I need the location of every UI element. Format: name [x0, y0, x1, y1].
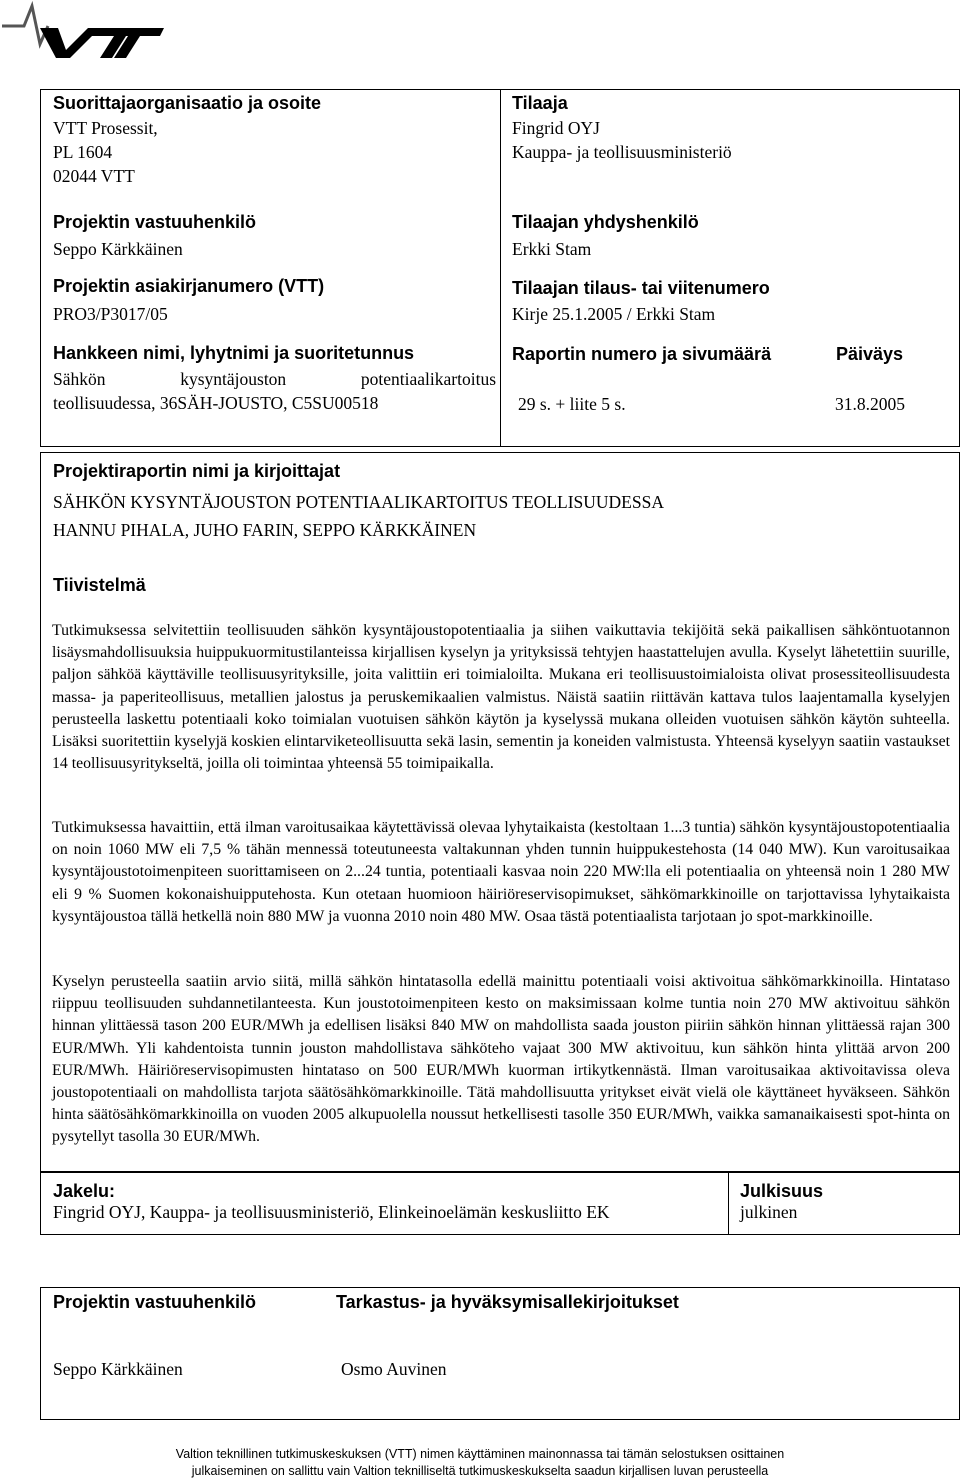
signature-responsible-heading: Projektin vastuuhenkilö	[53, 1292, 257, 1312]
order-heading: Tilaajan tilaus- tai viitenumero	[512, 278, 770, 298]
signature-approver-name: Osmo Auvinen	[341, 1359, 447, 1379]
contact-name: Erkki Stam	[512, 239, 592, 259]
footer-line-2: julkaiseminen on sallittu vain Valtion teknilliseltä tutkimuskeskukselta saadun kirjallisen luvan perusteella	[191, 1464, 769, 1478]
abstract-paragraph-1: Tutkimuksessa selvitettiin teollisuuden sähkön kysyntäjoustopotentiaalia ja siihen vaikuttavia tekijöitä sekä paikallisen sähköntuotannon lisäysmahdollisuuksia huippukuormitustilanteissa kirjallisen kyselyn ja yrityksissä tehtyjen haastattelujen avulla. Kyselyt lähetettiin suurille, paljon sähköä käyttäville teollisuusyrityksille, joita valittiin eri toimialoilta. Mukana eri teollisuustoimialoista olivat prosessiteollisuudesta massa- ja paperiteollisuus, metallien jalostus ja peruskemikaalien valmistus. Näistä saatiin riittävän kattava tulos laajentamalla kyselyjen perusteella laskettu potentiaali koko toimialan vuotuisen sähkön käytön ja kyselyssä mukana olleiden vuotuisen sähkön käytön suhteella. Lisäksi suoritettiin kyselyjä koskien elintarviketeollisuutta sekä lasin, sementin ja koneiden valmistusta. Yhteensä kyselyyn saatiin vastaukset 14 teollisuusyritykseltä, joilla oli toimintaa yhteensä 55 toimipaikalla.	[52, 622, 950, 773]
footer-line-1: Valtion teknillinen tutkimuskeskuksen (VTT) nimen käyttäminen mainonnassa tai tämän selostuksen osittainen	[175, 1447, 785, 1461]
signature-approval-heading: Tarkastus- ja hyväksymisallekirjoitukset	[336, 1292, 679, 1312]
distribution-heading: Jakelu:	[53, 1181, 116, 1201]
docnum-value: PRO3/P3017/05	[53, 304, 168, 324]
report-title: SÄHKÖN KYSYNTÄJOUSTON POTENTIAALIKARTOITUS TEOLLISUUDESSA	[53, 492, 664, 512]
publicity-heading: Julkisuus	[740, 1181, 824, 1201]
contact-heading: Tilaajan yhdyshenkilö	[512, 212, 699, 232]
date-heading: Päiväys	[836, 344, 904, 364]
project-line-1: Sähkön kysyntäjouston potentiaalikartoitus	[53, 369, 496, 389]
vtt-logo-graphic	[0, 0, 170, 62]
abstract-paragraph-2: Tutkimuksessa havaittiin, että ilman varoitusaikaa käytettävissä olevaa lyhytaikaista (kestoltaan 1...3 tuntia) sähkön kysyntäjoustopotentiaalia on noin 1060 MW eli 7,5 % tähän mennessä toteutuneesta valtakunnan yhden tunnin huippukestehosta (14 040 MW). Kun varoitusaikaa kysyntäjoustotoimenpiteen suorittamiseen on 2...24 tuntia, potentiaali kasvaa noin 220 MW:lla eli potentiaalia on yhteensä noin 1 280 MW eli 9 % Suomen kokonaishuipputehosta. Kun otetaan huomioon häiriöreservisopimukset, sähkömarkkinoille on tarjottavissa lyhytaikaista kysyntäjoustoa tällä hetkellä noin 880 MW ja vuonna 2010 noin 480 MW. Osaa tästä potentiaalista tarjotaan jo spot-markkinoille.	[52, 819, 950, 925]
client-line-2: Kauppa- ja teollisuusministeriö	[512, 142, 732, 162]
report-authors: HANNU PIHALA, JUHO FARIN, SEPPO KÄRKKÄINEN	[53, 520, 477, 540]
responsible-name: Seppo Kärkkäinen	[53, 239, 183, 259]
performer-line-1: VTT Prosessit,	[53, 118, 158, 138]
report-heading: Raportin numero ja sivumäärä	[512, 344, 772, 364]
client-line-1: Fingrid OYJ	[512, 118, 600, 138]
order-value: Kirje 25.1.2005 / Erkki Stam	[512, 304, 716, 324]
project-line-2: teollisuudessa, 36SÄH-JOUSTO, C5SU00518	[53, 393, 379, 413]
performer-heading: Suorittajaorganisaatio ja osoite	[53, 93, 322, 113]
report-title-heading: Projektiraportin nimi ja kirjoittajat	[53, 461, 341, 481]
publicity-value: julkinen	[740, 1202, 798, 1222]
docnum-heading: Projektin asiakirjanumero (VTT)	[53, 276, 325, 296]
performer-line-2: PL 1604	[53, 142, 113, 162]
distribution-divider	[728, 1172, 729, 1235]
report-value: 29 s. + liite 5 s.	[518, 394, 626, 414]
signature-responsible-name: Seppo Kärkkäinen	[53, 1359, 183, 1379]
project-heading: Hankkeen nimi, lyhytnimi ja suoritetunnus	[53, 343, 415, 363]
abstract-heading: Tiivistelmä	[53, 575, 146, 595]
responsible-heading: Projektin vastuuhenkilö	[53, 212, 257, 232]
distribution-value: Fingrid OYJ, Kauppa- ja teollisuusministeriö, Elinkeinoelämän keskusliitto EK	[53, 1202, 610, 1222]
date-value: 31.8.2005	[835, 394, 905, 414]
performer-line-3: 02044 VTT	[53, 166, 135, 186]
client-heading: Tilaaja	[512, 93, 568, 113]
vtt-logo	[0, 0, 170, 62]
top-box-divider	[500, 89, 501, 447]
abstract-paragraph-3: Kyselyn perusteella saatiin arvio siitä, millä sähkön hintatasolla edellä mainittu potentiaali voisi aktivoitua sähkömarkkinoilla. Hintataso riippuu teollisuuden suhdannetilanteesta. Kun joustotoimenpiteen kesto on maksimissaan kolme tuntia noin 270 MW aktivoituu sähkön hinnan ylittäessä tason 200 EUR/MWh ja edellisen lisäksi 840 MW on mahdollista saada jouston piiriin sähkön hinnan ylittäessä rajan 300 EUR/MWh. Yli kahdentoista tunnin jouston mahdollistava sähköteho vajaat 300 MW aktivoituu, kun sähkön hinta ylittää arvon 200 EUR/MWh. Häiriöreservisopimusten hintataso on 500 EUR/MWh kuorman irtikytkennästä. Ilman varoitusaikaa aktivoitavissa oleva joustopotentiaali on mahdollista tarjota säätösähkömarkkinoille. Tätä mahdollisuutta yritykset eivät vielä ole käyttäneet hyväkseen. Sähkön hinta säätösähkömarkkinoilla on vuoden 2005 alkupuolella noussut hetkellisesti tasolle 350 EUR/MWh, vaikka samanaikaisesti spot-hinta on pysytellyt tasolla 30 EUR/MWh.	[52, 973, 950, 1146]
